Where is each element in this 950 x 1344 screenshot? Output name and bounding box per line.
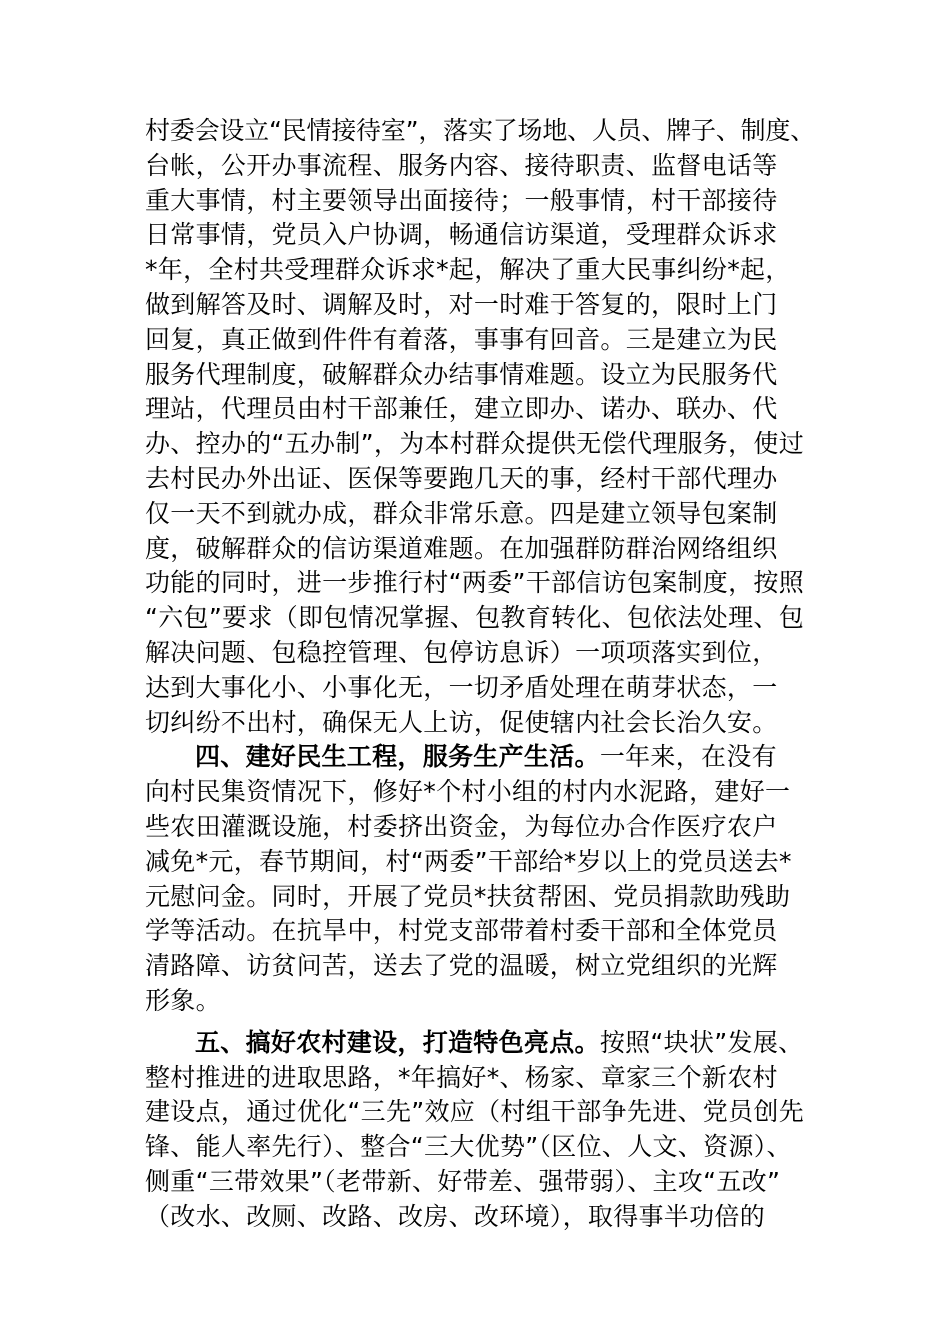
text-line: （改水、改厕、改路、改房、改环境），取得事半功倍的: [145, 1201, 766, 1231]
text-line: 学等活动。在抗旱中，村党支部带着村委干部和全体党员: [145, 916, 778, 946]
section-5-first-line: [145, 1026, 815, 1061]
document-body: [145, 114, 815, 1235]
text-line: 日常事情，党员入户协调，畅通信访渠道，受理群众诉求: [145, 220, 778, 250]
section-4-heading: 四、建好民生工程，服务生产生活。: [195, 742, 600, 772]
section-5-first-text: 按照“块状”发展、: [599, 1027, 804, 1057]
text-line: 减免*元，春节期间，村“两委”干部给*岁以上的党员送去*: [145, 846, 792, 876]
section-4-first-text: 一年来，在没有: [599, 742, 777, 772]
text-line: 做到解答及时、调解及时，对一时难于答复的，限时上门: [145, 289, 778, 319]
text-line: 向村民集资情况下，修好*个村小组的村内水泥路，建好一: [145, 777, 791, 807]
text-line: 回复，真正做到件件有着落，事事有回音。三是建立为民: [145, 324, 778, 354]
text-line: 锋、能人率先行）、整合“三大优势”（区位、人文、资源）、: [145, 1132, 792, 1162]
text-line: 村委会设立“民情接待室”，落实了场地、人员、牌子、制度、: [145, 116, 815, 145]
text-line: 去村民办外出证、医保等要跑几天的事，经村干部代理办: [145, 463, 778, 493]
section-4-first-line: [145, 740, 815, 775]
text-line: 服务代理制度，破解群众办结事情难题。设立为民服务代: [145, 359, 778, 389]
text-line: 侧重“三带效果”（老带新、好带差、强带弱）、主攻“五改”: [145, 1166, 781, 1196]
text-line: 形象。: [145, 985, 221, 1015]
paragraph-gap: [145, 1019, 815, 1026]
text-line: 台帐，公开办事流程、服务内容、接待职责、监督电话等: [145, 150, 778, 180]
text-line: 理站，代理员由村干部兼任，建立即办、诺办、联办、代: [145, 394, 778, 424]
text-line: 解决问题、包稳控管理、包停访息诉）一项项落实到位，: [145, 637, 778, 667]
text-line: 清路障、访贫问苦，送去了党的温暖，树立党组织的光辉: [145, 951, 778, 981]
text-line: 些农田灌溉设施，村委挤出资金，为每位办合作医疗农户: [145, 811, 778, 841]
text-line: “六包”要求（即包情况掌握、包教育转化、包依法处理、包: [145, 603, 805, 633]
text-line: 仅一天不到就办成，群众非常乐意。四是建立领导包案制: [145, 498, 778, 528]
section-5-heading: 五、搞好农村建设，打造特色亮点。: [195, 1027, 600, 1057]
text-line: 重大事情，村主要领导出面接待；一般事情，村干部接待: [145, 185, 778, 215]
text-line: 功能的同时，进一步推行村“两委”干部信访包案制度，按照: [145, 568, 805, 598]
text-line: 元慰问金。同时，开展了党员*扶贫帮困、党员捐款助残助: [145, 881, 791, 911]
text-line: 建设点，通过优化“三先”效应（村组干部争先进、党员创先: [145, 1097, 805, 1127]
text-line: 切纠纷不出村，确保无人上访，促使辖内社会长治久安。: [145, 707, 778, 737]
text-line: 办、控办的“五办制”，为本村群众提供无偿代理服务，使过: [145, 429, 805, 459]
text-line: 达到大事化小、小事化无，一切矛盾处理在萌芽状态，一: [145, 672, 778, 702]
text-line: 度，破解群众的信访渠道难题。在加强群防群治网络组织: [145, 533, 778, 563]
text-line: *年，全村共受理群众诉求*起，解决了重大民事纠纷*起，: [145, 255, 791, 285]
text-line: 整村推进的进取思路，*年搞好*、杨家、章家三个新农村: [145, 1062, 778, 1092]
